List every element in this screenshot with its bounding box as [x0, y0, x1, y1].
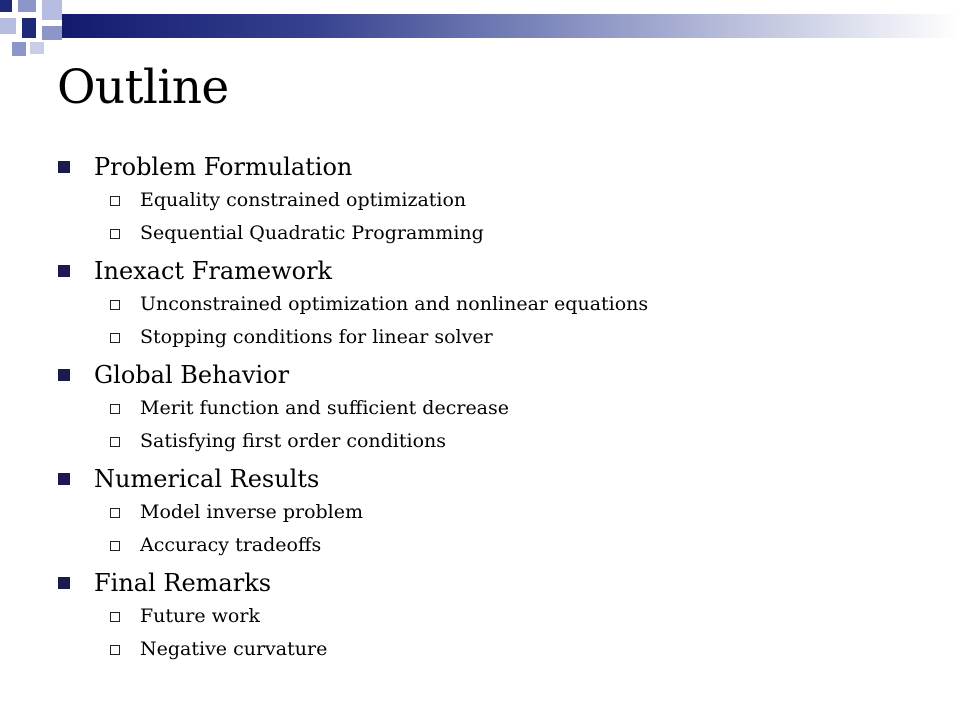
decorative-square [42, 0, 62, 20]
square-bullet-icon [58, 265, 70, 277]
header-gradient-bar [62, 14, 960, 38]
outline-subitem [110, 600, 938, 633]
square-bullet-icon [58, 161, 70, 173]
decorative-square [0, 18, 16, 34]
section-label: Final Remarks [94, 569, 272, 597]
section-label: Problem Formulation [94, 153, 353, 181]
subitem-label: Future work [140, 605, 260, 627]
slide-title: Outline [57, 60, 229, 115]
hollow-square-bullet-icon [110, 300, 120, 310]
outline-list [58, 150, 938, 670]
outline-subitem [110, 496, 938, 529]
outline-subitem [110, 425, 938, 458]
decorative-square [18, 0, 36, 12]
hollow-square-bullet-icon [110, 333, 120, 343]
section-header [58, 566, 938, 600]
section-header [58, 150, 938, 184]
hollow-square-bullet-icon [110, 645, 120, 655]
square-bullet-icon [58, 369, 70, 381]
square-bullet-icon [58, 577, 70, 589]
hollow-square-bullet-icon [110, 437, 120, 447]
decorative-square [0, 0, 12, 12]
outline-section [58, 358, 938, 458]
decorative-square [30, 42, 44, 54]
hollow-square-bullet-icon [110, 229, 120, 239]
outline-subitem [110, 184, 938, 217]
outline-section [58, 150, 938, 250]
outline-subitem [110, 392, 938, 425]
outline-section [58, 566, 938, 666]
hollow-square-bullet-icon [110, 508, 120, 518]
decorative-square [12, 42, 26, 56]
subitem-label: Negative curvature [140, 638, 328, 660]
outline-section [58, 254, 938, 354]
section-label: Inexact Framework [94, 257, 333, 285]
outline-subitem [110, 321, 938, 354]
decorative-square [22, 18, 36, 38]
square-bullet-icon [58, 473, 70, 485]
decorative-square [42, 26, 62, 40]
section-label: Global Behavior [94, 361, 290, 389]
subitem-label: Merit function and sufficient decrease [140, 397, 510, 419]
section-label: Numerical Results [94, 465, 320, 493]
section-header [58, 358, 938, 392]
subitem-label: Accuracy tradeoffs [140, 534, 322, 556]
hollow-square-bullet-icon [110, 404, 120, 414]
outline-subitem [110, 217, 938, 250]
outline-subitem [110, 529, 938, 562]
subitem-label: Stopping conditions for linear solver [140, 326, 493, 348]
outline-subitem [110, 288, 938, 321]
subitem-label: Model inverse problem [140, 501, 364, 523]
hollow-square-bullet-icon [110, 612, 120, 622]
subitem-label: Sequential Quadratic Programming [140, 222, 484, 244]
hollow-square-bullet-icon [110, 541, 120, 551]
outline-subitem [110, 633, 938, 666]
subitem-label: Unconstrained optimization and nonlinear equations [140, 293, 649, 315]
subitem-label: Equality constrained optimization [140, 189, 467, 211]
section-header [58, 462, 938, 496]
hollow-square-bullet-icon [110, 196, 120, 206]
subitem-label: Satisfying first order conditions [140, 430, 447, 452]
section-header [58, 254, 938, 288]
outline-section [58, 462, 938, 562]
